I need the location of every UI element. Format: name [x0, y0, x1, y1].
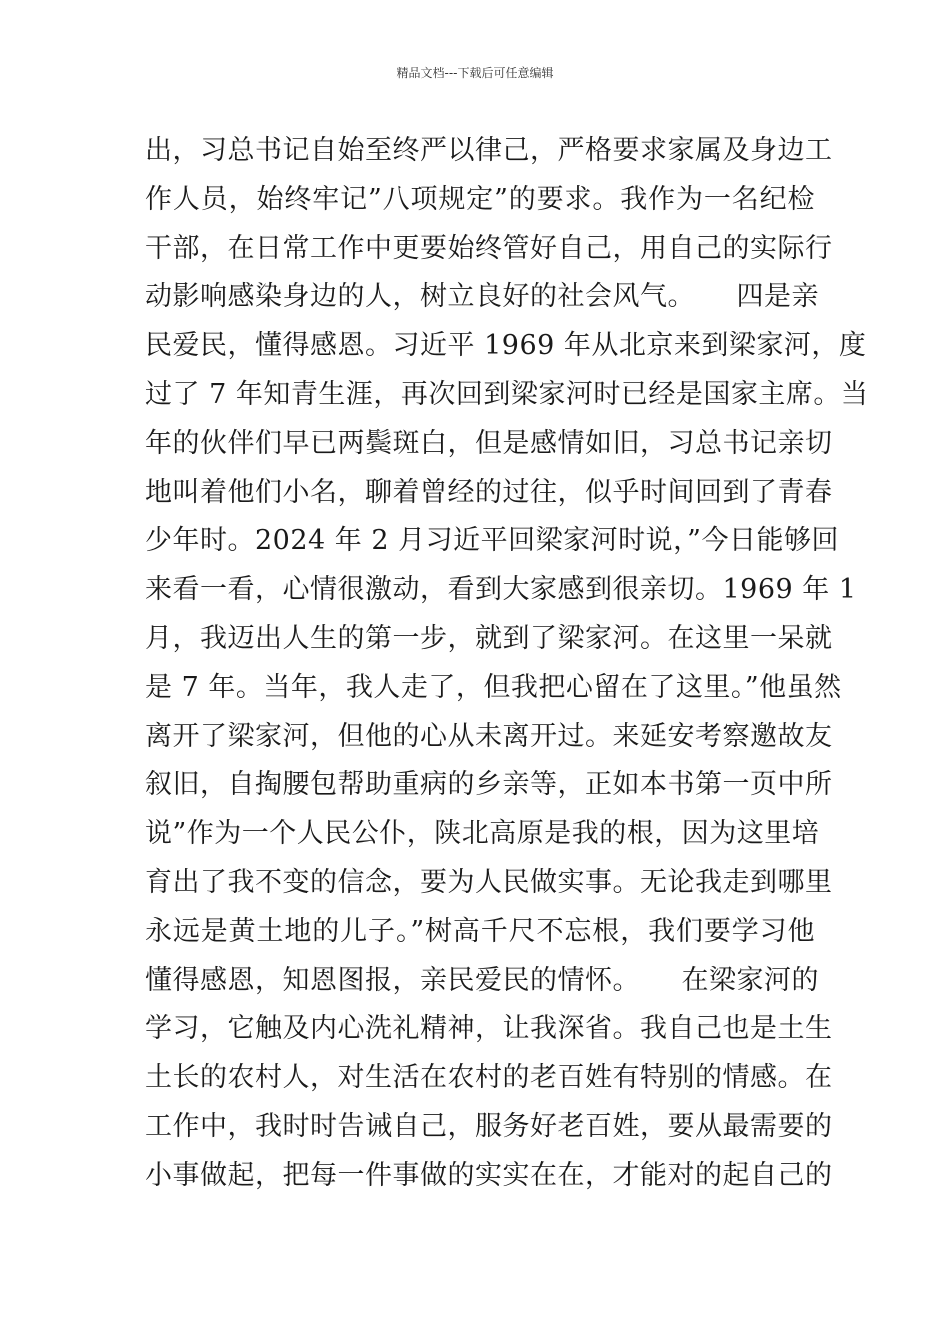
text-line: 出，习总书记自始至终严以律己，严格要求家属及身边工	[145, 135, 833, 166]
text-line: 离开了梁家河，但他的心从未离开过。来延安考察邀故友	[145, 720, 833, 752]
text-line: 月，我迈出人生的第一步，就到了梁家河。在这里一呆就	[145, 622, 833, 654]
text-line: 干部，在日常工作中更要始终管好自己，用自己的实际行	[145, 232, 833, 264]
document-body	[145, 127, 869, 1201]
text-line: 过了 7 年知青生涯，再次回到梁家河时已经是国家主席。当	[145, 378, 869, 410]
text-line: 工作中，我时时告诫自己，服务好老百姓，要从最需要的	[145, 1110, 833, 1142]
text-line: 永远是黄土地的儿子。”树高千尺不忘根，我们要学习他	[145, 915, 815, 947]
text-line: 土长的农村人，对生活在农村的老百姓有特别的情感。在	[145, 1062, 833, 1094]
text-line: 学习，它触及内心洗礼精神，让我深省。我自己也是土生	[145, 1013, 833, 1045]
text-line: 育出了我不变的信念，要为人民做实事。无论我走到哪里	[145, 866, 833, 898]
page-header: 精品文档---下载后可任意编辑	[396, 66, 554, 80]
text-line: 动影响感染身边的人，树立良好的社会风气。 四是亲	[145, 281, 819, 313]
text-line: 来看一看，心情很激动，看到大家感到很亲切。1969 年 1	[145, 574, 857, 606]
text-line: 说”作为一个人民公仆，陕北高原是我的根，因为这里培	[145, 818, 820, 850]
text-line: 民爱民，懂得感恩。习近平 1969 年从北京来到梁家河，度	[145, 330, 867, 362]
text-line: 地叫着他们小名，聊着曾经的过往，似乎时间回到了青春	[145, 476, 833, 508]
text-line: 叙旧，自掏腰包帮助重病的乡亲等，正如本书第一页中所	[145, 769, 833, 801]
text-line: 少年时。2024 年 2 月习近平回梁家河时说，”今日能够回	[145, 525, 839, 557]
text-line: 作人员，始终牢记”八项规定”的要求。我作为一名纪检	[145, 183, 815, 215]
text-line: 年的伙伴们早已两鬓斑白，但是感情如旧，习总书记亲切	[145, 427, 833, 459]
text-line: 懂得感恩，知恩图报，亲民爱民的情怀。 在梁家河的	[145, 964, 819, 996]
text-line: 小事做起，把每一件事做的实实在在，才能对的起自己的	[145, 1159, 833, 1191]
text-line: 是 7 年。当年，我人走了，但我把心留在了这里。”他虽然	[145, 671, 842, 703]
